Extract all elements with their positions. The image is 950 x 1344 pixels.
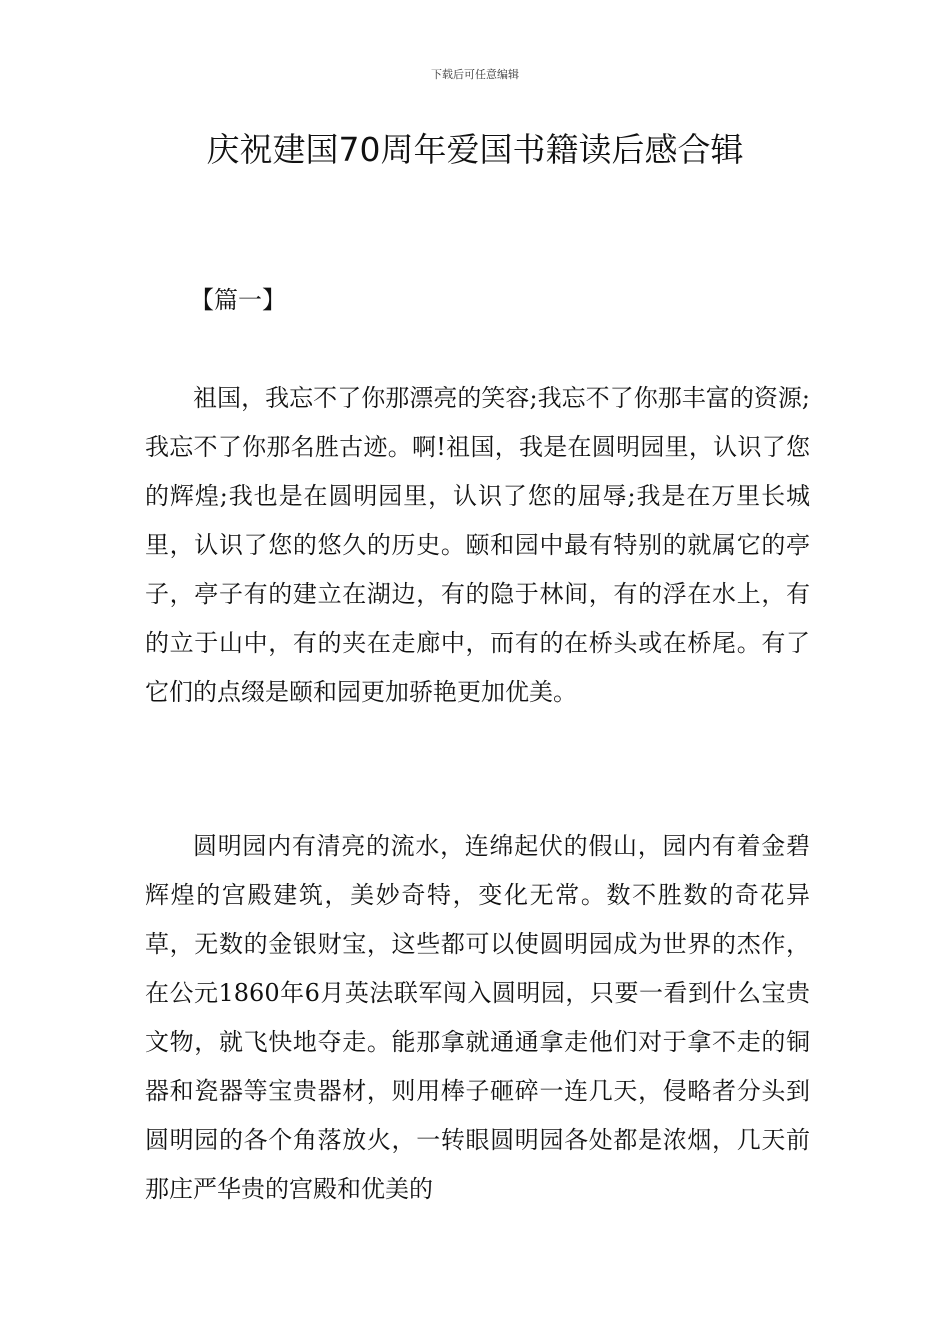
section-heading: 【篇一】 bbox=[190, 286, 286, 314]
header-note: 下载后可任意编辑 bbox=[431, 68, 519, 81]
document-title: 庆祝建国70周年爱国书籍读后感合辑 bbox=[206, 130, 744, 169]
body-paragraph-2: 圆明园内有清亮的流水，连绵起伏的假山，园内有着金碧辉煌的宫殿建筑，美妙奇特，变化无常。数不胜数的奇花异草，无数的金银财宝，这些都可以使圆明园成为世界的杰作，在公元1860年6月英法联军闯入圆明园，只要一看到什么宝贵文物，就飞快地夺走。能那拿就通通拿走他们对于拿不走的铜器和瓷器等宝贵器材，则用棒子砸碎一连几天，侵略者分头到圆明园的各个角落放火，一转眼圆明园各处都是浓烟，几天前那庄严华贵的宫殿和优美的 bbox=[145, 832, 810, 1203]
body-paragraph-1: 祖国，我忘不了你那漂亮的笑容;我忘不了你那丰富的资源;我忘不了你那名胜古迹。啊!祖国，我是在圆明园里，认识了您的辉煌;我也是在圆明园里，认识了您的屈辱;我是在万里长城里，认识了您的悠久的历史。颐和园中最有特别的就属它的亭子，亭子有的建立在湖边，有的隐于林间，有的浮在水上，有的立于山中，有的夹在走廊中，而有的在桥头或在桥尾。有了它们的点缀是颐和园更加骄艳更加优美。 bbox=[145, 384, 810, 706]
